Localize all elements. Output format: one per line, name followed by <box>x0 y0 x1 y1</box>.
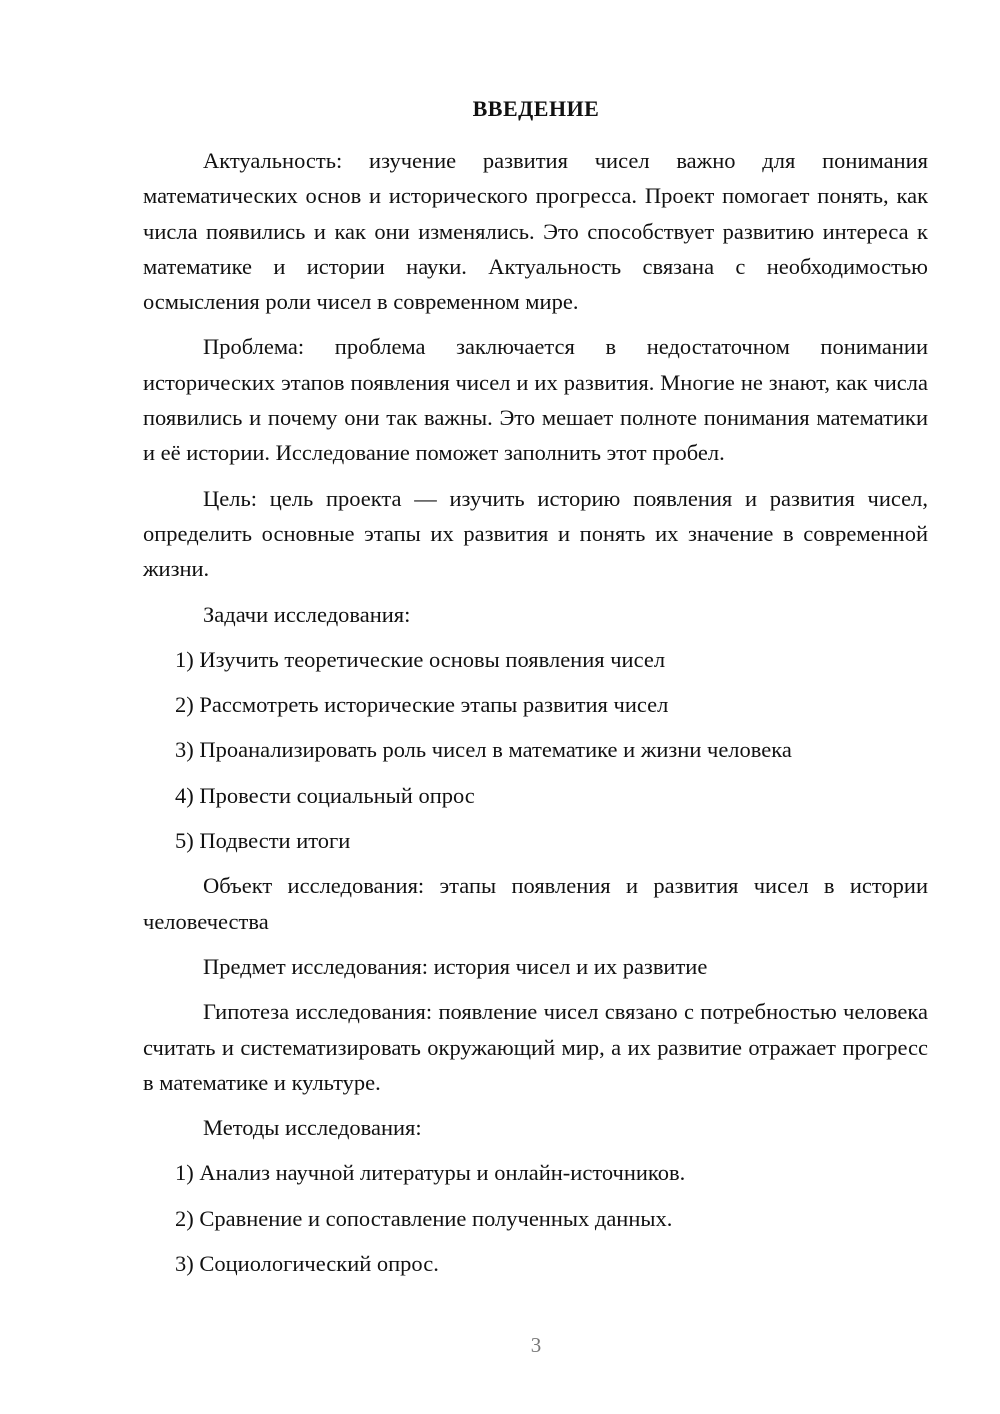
page-number: 3 <box>530 1333 542 1357</box>
method-item: 1) Анализ научной литературы и онлайн-источников. <box>175 1160 686 1186</box>
method-item: 2) Сравнение и сопоставление полученных данных. <box>175 1205 673 1231</box>
subject-paragraph: Предмет исследования: история чисел и их развитие <box>203 953 708 979</box>
task-item: 4) Провести социальный опрос <box>175 782 475 808</box>
task-item: 1) Изучить теоретические основы появления чисел <box>175 646 666 672</box>
method-item: 3) Социологический опрос. <box>175 1251 439 1277</box>
problem-paragraph: Проблема: проблема заключается в недостаточном понимании исторических этапов появления чисел и их развития. Многие не знают, как числа появились и почему они так важны. Это мешает полноте понимания математики и её истории. Исследование поможет заполнить этот пробел. <box>143 334 928 466</box>
hypothesis-paragraph: Гипотеза исследования: появление чисел связано с потребностью человека считать и систематизировать окружающий мир, а их развитие отражает прогресс в математике и культуре. <box>143 999 928 1095</box>
task-item: 2) Рассмотреть исторические этапы развития чисел <box>175 692 669 718</box>
object-paragraph: Объект исследования: этапы появления и развития чисел в истории человечества <box>143 873 928 934</box>
task-item: 3) Проанализировать роль чисел в математике и жизни человека <box>175 737 792 763</box>
tasks-label: Задачи исследования: <box>203 601 411 627</box>
document-body <box>143 143 928 1291</box>
methods-label: Методы исследования: <box>203 1115 422 1141</box>
relevance-paragraph: Актуальность: изучение развития чисел важно для понимания математических основ и исторического прогресса. Проект помогает понять, как числа появились и как они изменялись. Это способствует развитию интереса к математике и истории науки. Актуальность связана с необходимостью осмысления роли чисел в современном мире. <box>143 148 928 315</box>
page-title: ВВЕДЕНИЕ <box>472 96 600 121</box>
goal-paragraph: Цель: цель проекта — изучить историю появления и развития чисел, определить основные этапы их развития и понять их значение в современной жизни. <box>143 485 928 582</box>
task-item: 5) Подвести итоги <box>175 828 351 854</box>
